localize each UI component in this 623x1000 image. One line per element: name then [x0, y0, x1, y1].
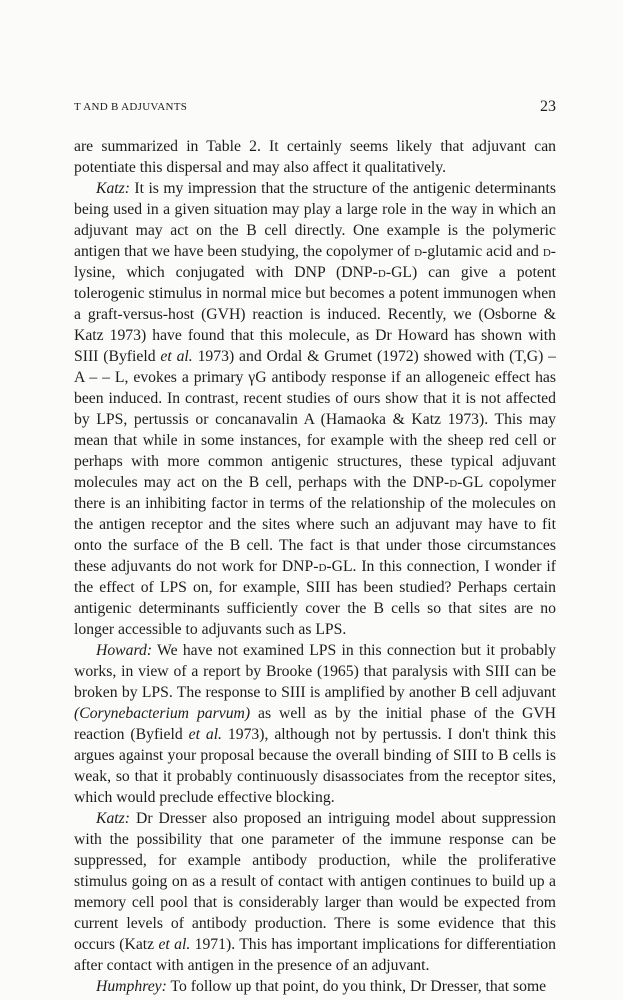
paragraph-text: -GL) can give a potent tolerogenic stimulus in normal mice but becomes a potent immunogen when a graft-versus-host (GVH) reaction is induced. Recently, we (Osborne & Katz 1973) have found that this molecule, as Dr Howard has shown with SIII (Byfield	[74, 264, 557, 365]
body-text	[74, 136, 556, 997]
paragraph-1	[74, 136, 556, 178]
speaker-name: Katz:	[96, 180, 130, 197]
italic-text: et al.	[158, 936, 191, 953]
paragraph-text: 1971). This has important implications for differentiation after contact with antigen in the presence of an adjuvant.	[74, 936, 556, 974]
paragraph-5	[74, 976, 556, 997]
paragraph-text: -lysine, which conjugated with DNP (DNP-	[74, 243, 556, 281]
paragraph-2	[74, 178, 556, 640]
paragraph-text: 1973) and Ordal & Grumet (1972) showed with (T,G) – A – – L, evokes a primary γG antibody response if an allogeneic effect has been induced. In contrast, recent studies of ours show that it is not affected by LPS, pertussis or concanavalin A (Hamaoka & Katz 1973). This may mean that while in some instances, for example with the sheep red cell or perhaps with more common antigenic structures, these typical adjuvant molecules may act on the B cell, perhaps with the DNP-	[74, 348, 556, 491]
small-caps-letter: d	[414, 243, 423, 260]
italic-text: (Corynebacterium parvum)	[74, 705, 251, 722]
paragraph-text: -GL. In this connection, I wonder if the effect of LPS on, for example, SIII has been studied? Perhaps certain antigenic determinants sufficiently cover the B cells so that sites are no longer accessible to adjuvants such as LPS.	[74, 558, 556, 638]
paragraph-text: are summarized in Table 2. It certainly seems likely that adjuvant can potentiate this dispersal and may also affect it qualitatively.	[74, 138, 556, 176]
speaker-name: Katz:	[96, 810, 130, 827]
small-caps-letter: d	[542, 243, 551, 260]
small-caps-letter: d	[449, 474, 458, 491]
paragraph-text: We have not examined LPS in this connection but it probably works, in view of a report by Brooke (1965) that paralysis with SIII can be broken by LPS. The response to SIII is amplified by another B cell adjuvant	[74, 642, 556, 701]
speaker-name: Humphrey:	[96, 978, 167, 995]
small-caps-letter: d	[318, 558, 327, 575]
paragraph-3	[74, 640, 556, 808]
paragraph-text: It is my impression that the structure of the antigenic determinants being used in a given situation may play a large role in the way in which an adjuvant may act on the B cell directly. One example is the polymeric antigen that we have been studying, the copolymer of	[74, 180, 556, 260]
page-header	[74, 98, 556, 119]
italic-text: et al.	[188, 726, 222, 743]
running-head: T AND B ADJUVANTS	[74, 101, 188, 113]
paragraph-text: 1973), although not by pertussis. I don't think this argues against your proposal because the overall binding of SIII to B cells is weak, so that it probably continuously disassociates from the receptor sites, which would preclude effective blocking.	[74, 726, 556, 806]
page-number: 23	[540, 98, 556, 115]
paragraph-text: -GL copolymer there is an inhibiting factor in terms of the relationship of the molecules on the antigen receptor and the sites where such an adjuvant may have to fit onto the surface of the B cell. The fact is that under those circumstances these adjuvants do not work for DNP-	[74, 474, 556, 575]
paragraph-text: To follow up that point, do you think, Dr Dresser, that some	[166, 978, 547, 995]
small-caps-letter: d	[377, 264, 386, 281]
paragraph-4	[74, 808, 556, 976]
paragraph-text: Dr Dresser also proposed an intriguing model about suppression with the possibility that one parameter of the immune response can be suppressed, for example antibody production, while the proliferative stimulus going on as a result of contact with antigen continues to build up a memory cell pool that is considerably larger than would be expected from current levels of antibody production. There is some evidence that this occurs (Katz	[74, 810, 556, 953]
italic-text: et al.	[160, 348, 193, 365]
paragraph-text: -glutamic acid and	[422, 243, 543, 260]
speaker-name: Howard:	[96, 642, 153, 659]
paragraph-text: as well as by the initial phase of the GVH reaction (Byfield	[74, 705, 556, 743]
